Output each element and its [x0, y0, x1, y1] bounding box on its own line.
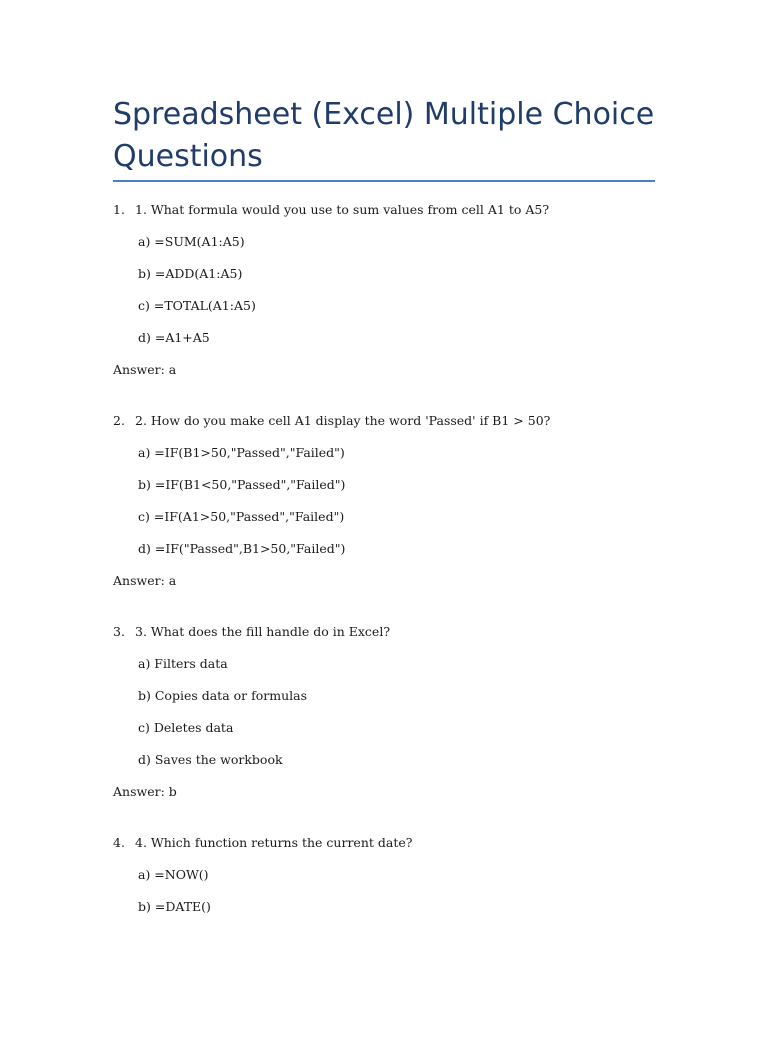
question-list	[113, 199, 655, 1043]
question-text: 2. How do you make cell A1 display the word 'Passed' if B1 > 50?	[135, 413, 551, 428]
question-number: 3.	[113, 624, 125, 639]
question-2	[113, 410, 655, 442]
answer: Answer: a	[113, 362, 177, 377]
question-4	[113, 832, 655, 864]
option-a: a) =NOW()	[138, 867, 209, 882]
option-c: c) Deletes data	[138, 720, 234, 735]
answer: Answer: a	[113, 573, 177, 588]
question-3	[113, 621, 655, 653]
option-d: d) =A1+A5	[138, 330, 210, 345]
question-block-4	[113, 832, 655, 1043]
question-block-3	[113, 621, 655, 832]
title-underline	[113, 180, 655, 182]
option-a: a) Filters data	[138, 656, 228, 671]
option-d: d) Saves the workbook	[138, 752, 283, 767]
question-block-1	[113, 199, 655, 410]
document-title: Spreadsheet (Excel) Multiple Choice Questions	[113, 97, 655, 174]
option-b: b) Copies data or formulas	[138, 688, 308, 703]
option-b: b) =IF(B1<50,"Passed","Failed")	[138, 477, 346, 492]
question-block-2	[113, 410, 655, 621]
option-c: c) =IF(A1>50,"Passed","Failed")	[138, 509, 345, 524]
option-a: a) =IF(B1>50,"Passed","Failed")	[138, 445, 345, 460]
option-c: c) =TOTAL(A1:A5)	[138, 298, 256, 313]
answer: Answer: b	[113, 784, 177, 799]
option-b: b) =ADD(A1:A5)	[138, 266, 243, 281]
question-text: 3. What does the fill handle do in Excel?	[135, 624, 391, 639]
question-number: 1.	[113, 202, 125, 217]
question-text: 1. What formula would you use to sum values from cell A1 to A5?	[135, 202, 550, 217]
question-number: 2.	[113, 413, 125, 428]
question-number: 4.	[113, 835, 125, 850]
option-a: a) =SUM(A1:A5)	[138, 234, 245, 249]
question-text: 4. Which function returns the current date?	[135, 835, 413, 850]
question-1	[113, 199, 655, 231]
option-b: b) =DATE()	[138, 899, 211, 914]
option-d: d) =IF("Passed",B1>50,"Failed")	[138, 541, 346, 556]
